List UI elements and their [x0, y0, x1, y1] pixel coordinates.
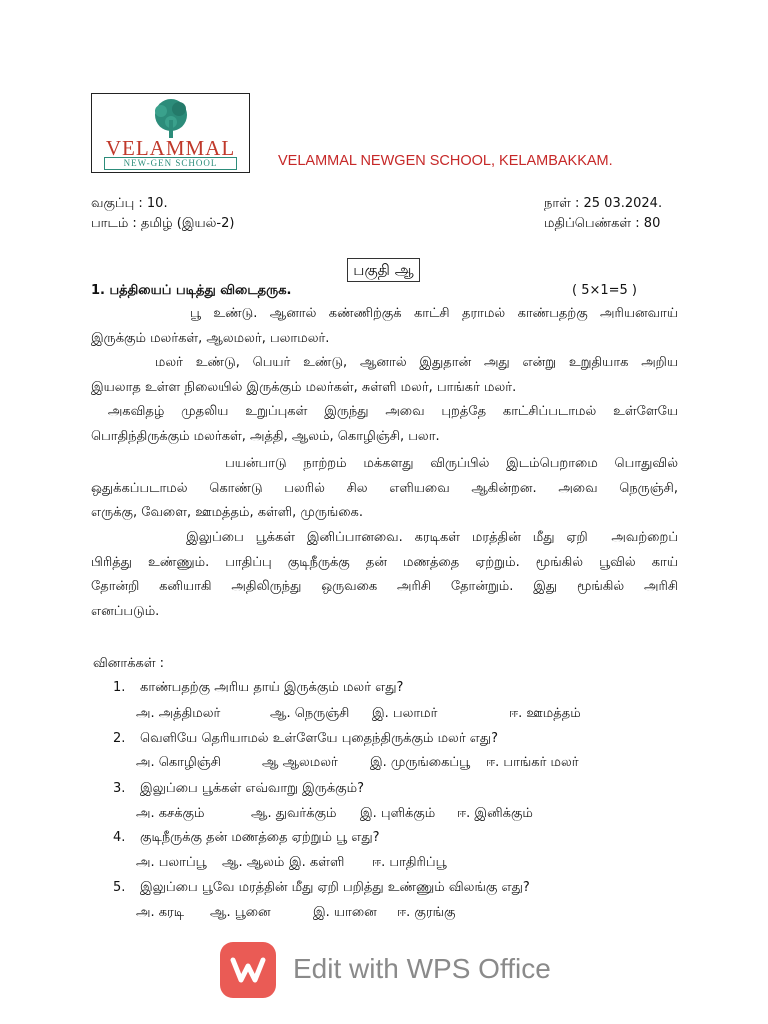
option: ஈ. ஊமத்தம் [509, 706, 581, 721]
question-number: 4. [113, 830, 126, 845]
passage-line: எருக்கு, வேளை, ஊமத்தம், கள்ளி, முருங்கை. [91, 505, 364, 520]
option: ஈ. குரங்கு [397, 905, 456, 920]
passage-paragraph-3 [91, 400, 678, 449]
passage-line: எனப்படும். [91, 603, 160, 619]
option: இ. பலாமர் [372, 706, 438, 721]
logo-subtitle: NEW-GEN SCHOOL [104, 157, 237, 170]
total-marks-label: மதிப்பெண்கள் : 80 [544, 216, 661, 231]
option: இ. முருங்கைப்பூ [370, 755, 471, 770]
option: ஆ ஆலமலர் [262, 755, 338, 770]
question-number: 3. [113, 781, 126, 796]
passage-line: பொதிந்திருக்கும் மலர்கள், அத்தி, ஆலம், கொழிஞ்சி, பலா. [91, 428, 440, 444]
question-number: 1. [113, 680, 126, 695]
question-text: இலுப்பை பூக்கள் எவ்வாறு இருக்கும்? [140, 781, 364, 796]
passage-paragraph-5 [91, 526, 678, 624]
option: இ. கள்ளி [289, 855, 345, 870]
wps-logo-icon [220, 942, 276, 998]
passage-line: மலர் உண்டு, பெயர் உண்டு, ஆனால் இதுதான் அது என்று உறுதியாக அறிய [91, 355, 678, 370]
wps-watermark-text: Edit with WPS Office [293, 953, 551, 984]
tree-logo-icon [147, 98, 195, 140]
logo-brand-text: VELAMMAL [105, 136, 236, 160]
option: இ. யானை [313, 905, 377, 920]
option: ஈ. பாதிரிப்பூ [372, 855, 447, 870]
date-label: நாள் : 25 03.2024. [544, 196, 663, 211]
option: அ. பலாப்பூ [136, 855, 207, 870]
option: ஈ. பாங்கர் மலர் [486, 755, 579, 770]
passage-paragraph-4 [91, 452, 678, 526]
passage-line: தோன்றி கனியாகி அதிலிருந்து ஒருவகை அரிசி தோன்றும். இது மூங்கில் அரிசி [91, 579, 678, 594]
option: ஈ. இனிக்கும் [457, 806, 533, 821]
question-number: 2. [113, 731, 126, 746]
option: ஆ. ஆலம் [222, 855, 285, 870]
subject-label: பாடம் : தமிழ் (இயல்-2) [91, 216, 235, 231]
option: இ. புளிக்கும் [360, 806, 436, 821]
school-name: VELAMMAL NEWGEN SCHOOL, KELAMBAKKAM. [278, 153, 613, 169]
question-text: குடிநீருக்கு தன் மணத்தை ஏற்றும் பூ எது? [140, 830, 380, 845]
passage-line: இருக்கும் மலர்கள், ஆலமலர், பலாமலர். [91, 330, 330, 346]
wps-watermark[interactable] [220, 942, 570, 1004]
option: ஆ. துவர்க்கும் [251, 806, 337, 821]
passage-line: ஒதுக்கப்படாமல் கொண்டு பலரில் சில எளியவை ஆகின்றன. அவை நெருஞ்சி, [91, 480, 678, 496]
passage-line: பிரித்து உண்ணும். பாதிப்பு குடிநீருக்கு தன் மணத்தை ஏற்றும். மூங்கில் பூவில் காய் [91, 554, 678, 570]
question-text: வெளியே தெரியாமல் உள்ளேயே புதைந்திருக்கும் மலர் எது? [140, 731, 499, 746]
question-text: காண்பதற்கு அரிய தாய் இருக்கும் மலர் எது? [140, 680, 404, 695]
question-marks: ( 5×1=5 ) [572, 283, 638, 298]
passage-line: பூ உண்டு. ஆனால் கண்ணிற்குக் காட்சி தராமல் காண்பதற்கு அரியனவாய் [91, 306, 678, 321]
option: ஆ. நெருஞ்சி [270, 706, 350, 721]
questions-label: வினாக்கள் : [93, 656, 165, 671]
section-title: பகுதி ஆ [347, 258, 420, 282]
passage-line: இலுப்பை பூக்கள் இனிப்பானவை. கரடிகள் மரத்தின் மீது ஏறி அவற்றைப் [91, 530, 678, 545]
passage-line: பயன்பாடு நாற்றம் மக்களது விருப்பில் இடம்பெறாமை பொதுவில் [91, 456, 678, 471]
question-heading: 1. பத்தியைப் படித்து விடைதருக. [91, 283, 292, 298]
passage-line: அகவிதழ் முதலிய உறுப்புகள் இருந்து அவை புறத்தே காட்சிப்படாமல் உள்ளேயே [91, 404, 678, 419]
class-label: வகுப்பு : 10. [91, 196, 168, 211]
option: ஆ. பூனை [210, 905, 271, 920]
passage-paragraph-1 [91, 302, 678, 351]
option: அ. கசக்கும் [136, 806, 205, 821]
option: அ. கரடி [136, 905, 185, 920]
school-logo [91, 93, 250, 173]
option: அ. அத்திமலர் [136, 706, 221, 721]
question-number: 5. [113, 880, 126, 895]
question-text: இலுப்பை பூவே மரத்தின் மீது ஏறி பறித்து உண்ணும் விலங்கு எது? [140, 880, 530, 895]
option: அ. கொழிஞ்சி [136, 755, 221, 770]
passage-paragraph-2 [91, 351, 678, 400]
passage-line: இயலாத உள்ள நிலையில் இருக்கும் மலர்கள், சுள்ளி மலர், பாங்கர் மலர். [91, 379, 517, 395]
